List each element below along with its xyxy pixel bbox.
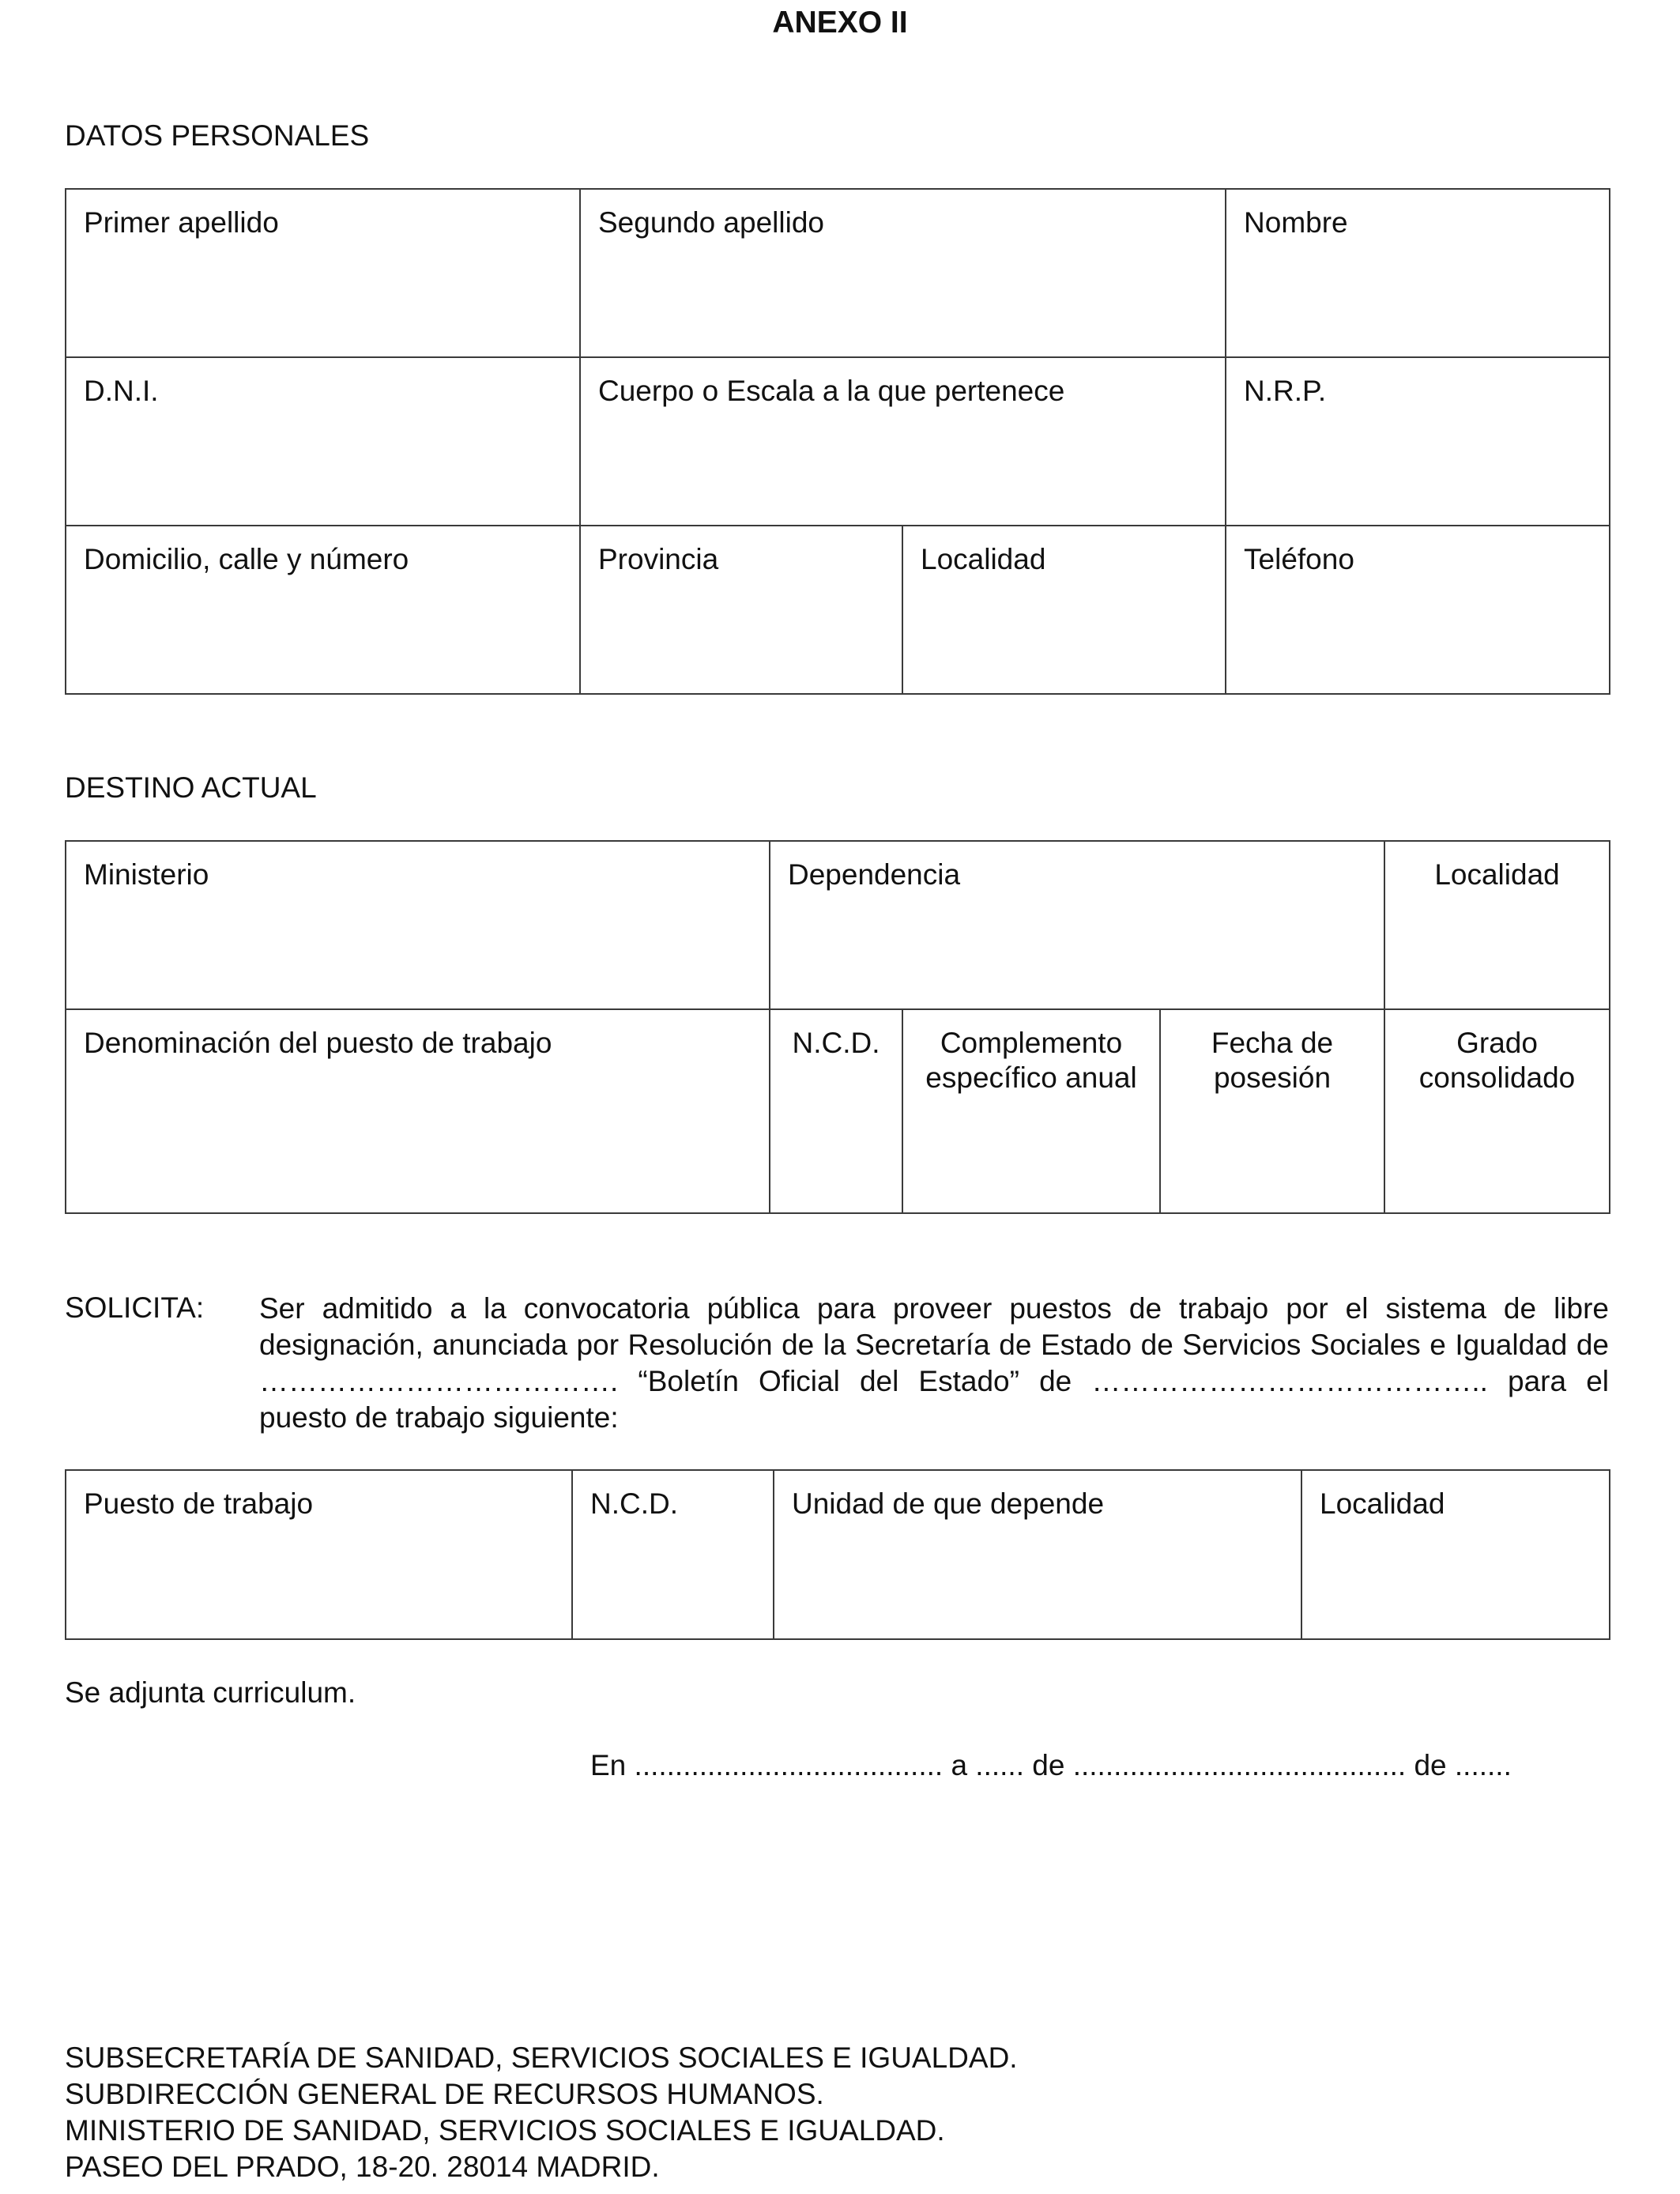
dependencia-label: Dependencia xyxy=(788,858,961,891)
grado-consolidado-label-line1: Grado xyxy=(1456,1027,1538,1059)
complemento-label-line2: específico anual xyxy=(925,1061,1137,1095)
footer-line-2: SUBDIRECCIÓN GENERAL DE RECURSOS HUMANOS. xyxy=(65,2078,824,2110)
localidad-actual-label: Localidad xyxy=(1434,858,1560,891)
dni-field[interactable] xyxy=(66,357,580,526)
dni-label: D.N.I. xyxy=(84,375,159,407)
solicita-label: SOLICITA: xyxy=(65,1291,205,1324)
datos-personales-table xyxy=(65,188,1610,695)
localidad-actual-field[interactable] xyxy=(1384,841,1610,1009)
cuerpo-field[interactable] xyxy=(580,357,1226,526)
segundo-apellido-field[interactable] xyxy=(580,189,1226,357)
provincia-field[interactable] xyxy=(580,526,902,694)
grado-consolidado-field[interactable] xyxy=(1384,1009,1610,1213)
footer-address xyxy=(65,2040,1018,2185)
ncd-solicitado-label: N.C.D. xyxy=(590,1487,678,1520)
ncd-actual-label: N.C.D. xyxy=(792,1027,880,1059)
fecha-posesion-label-line2: posesión xyxy=(1213,1061,1332,1095)
denominacion-field[interactable] xyxy=(66,1009,770,1213)
grado-consolidado-label-line2: consolidado xyxy=(1418,1061,1576,1095)
nrp-field[interactable] xyxy=(1226,357,1610,526)
section-heading-datos-personales: DATOS PERSONALES xyxy=(65,119,370,152)
ministerio-label: Ministerio xyxy=(84,858,209,891)
date-place-line[interactable]: En ...................................... a ...... de ......................................... de ....... xyxy=(590,1749,1512,1781)
puesto-trabajo-field[interactable] xyxy=(66,1470,572,1639)
primer-apellido-label: Primer apellido xyxy=(84,206,279,239)
ncd-actual-field[interactable] xyxy=(770,1009,902,1213)
fecha-posesion-label-line1: Fecha de xyxy=(1211,1027,1334,1059)
localidad-field[interactable] xyxy=(902,526,1226,694)
domicilio-label: Domicilio, calle y número xyxy=(84,543,409,575)
telefono-field[interactable] xyxy=(1226,526,1610,694)
dependencia-field[interactable] xyxy=(770,841,1384,1009)
telefono-label: Teléfono xyxy=(1244,543,1354,575)
unidad-label: Unidad de que depende xyxy=(792,1487,1105,1520)
localidad-solicitada-field[interactable] xyxy=(1301,1470,1610,1639)
section-heading-destino-actual: DESTINO ACTUAL xyxy=(65,771,317,804)
segundo-apellido-label: Segundo apellido xyxy=(598,206,824,239)
ncd-solicitado-field[interactable] xyxy=(572,1470,774,1639)
footer-line-3: MINISTERIO DE SANIDAD, SERVICIOS SOCIALES E IGUALDAD. xyxy=(65,2114,945,2147)
unidad-field[interactable] xyxy=(774,1470,1301,1639)
footer-line-1: SUBSECRETARÍA DE SANIDAD, SERVICIOS SOCIALES E IGUALDAD. xyxy=(65,2041,1018,2074)
primer-apellido-field[interactable] xyxy=(66,189,580,357)
complemento-label-line1: Complemento xyxy=(940,1027,1123,1059)
nombre-field[interactable] xyxy=(1226,189,1610,357)
adjunta-curriculum-note: Se adjunta curriculum. xyxy=(65,1676,356,1709)
nombre-label: Nombre xyxy=(1244,206,1348,239)
puesto-trabajo-label: Puesto de trabajo xyxy=(84,1487,314,1520)
puesto-solicitado-table xyxy=(65,1469,1610,1640)
fecha-posesion-field[interactable] xyxy=(1160,1009,1384,1213)
cuerpo-label: Cuerpo o Escala a la que pertenece xyxy=(598,375,1065,407)
nrp-label: N.R.P. xyxy=(1244,375,1327,407)
domicilio-field[interactable] xyxy=(66,526,580,694)
footer-line-4: PASEO DEL PRADO, 18-20. 28014 MADRID. xyxy=(65,2151,660,2183)
destino-actual-table xyxy=(65,840,1610,1214)
complemento-field[interactable] xyxy=(902,1009,1160,1213)
localidad-solicitada-label: Localidad xyxy=(1320,1487,1445,1520)
page-title: ANEXO II xyxy=(772,6,908,40)
localidad-label: Localidad xyxy=(921,543,1046,575)
ministerio-field[interactable] xyxy=(66,841,770,1009)
solicita-text: Ser admitido a la convocatoria pública para proveer puestos de trabajo por el sistema de libre designación, anunciada por Resolución de la Secretaría de Estado de Servicios Sociales e Igualdad de ………………………………. “Boletín Oficial del Estado” de ………………………………….. para el puesto de trabajo siguiente: xyxy=(259,1292,1609,1434)
denominacion-label: Denominación del puesto de trabajo xyxy=(84,1027,552,1059)
provincia-label: Provincia xyxy=(598,543,719,575)
